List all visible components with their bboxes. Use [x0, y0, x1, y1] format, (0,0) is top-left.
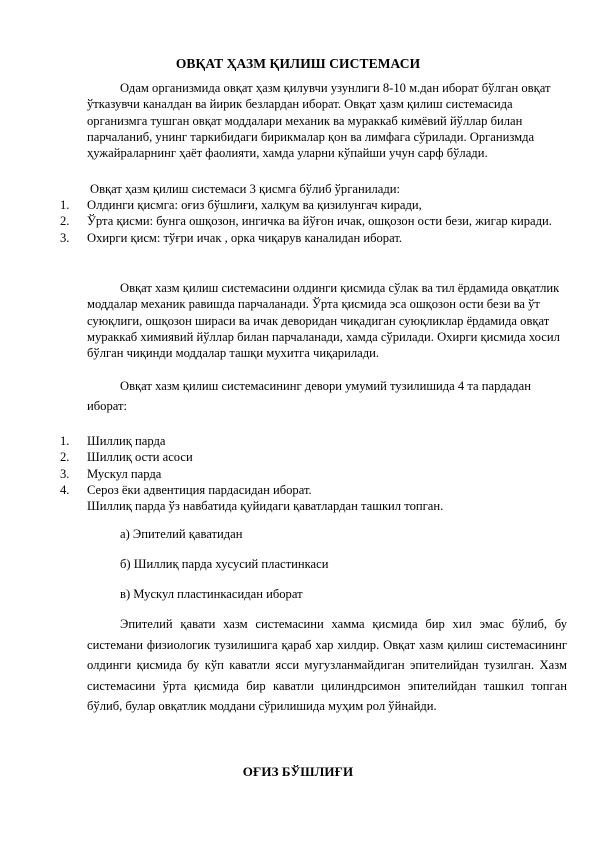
sections-intro: Овқат ҳазм қилиш системаси 3 қисмга бўлиб ўрганилади: [90, 182, 400, 196]
list-number: 2. [60, 214, 70, 229]
list-number: 3. [60, 230, 70, 245]
list-text: Охирги қисм: тўғри ичак , орка чиқарув каналидан иборат. [87, 230, 403, 245]
epithelium-paragraph: Эпителий қавати хазм системасини хамма қисмида бир хил эмас бўлиб, бу системани физиологик тузилишига қараб хар хилдир. Овқат хазм қилиш системасининг олдинги қисмида бу кўп каватли ясси мугузланмайдиган эпителийдан тузилган. Хазм системасини ўрта қисмида бир каватли цилиндрсимон эпителийдан ташкил топган бўлиб, булар овқатлик моддани сўрилишида муҳим рол ўйнайди. [87, 617, 567, 713]
wall-paragraph: Овқат хазм қилиш системасининг девори умумий тузилишида 4 та пардадан иборат: [87, 379, 531, 413]
list-text: Шиллиқ ости асоси [87, 450, 193, 465]
intro-paragraph: Одам организмида овқат ҳазм қилувчи узунлиги 8-10 м.дан иборат бўлган овқат ўтказувчи каналдан ва йирик безлардан иборат. Овқат ҳазм қилиш системасида организмга тушган овқат моддалари механик ва мураккаб кимёвий йўллар билан парчаланиб, унинг таркибидаги бирикмалар қон ва лимфага сўрилади. Организмда ҳужайраларнинг ҳаёт фаолияти, хамда уларни кўпайши учун сарф бўлади. [87, 81, 551, 161]
list-text: Олдинги қисмга: оғиз бўшлиғи, халқум ва қизилунгач киради, [87, 198, 422, 212]
mucosa-paragraph: Шиллиқ парда ўз навбатида қуйидаги қаватлардан ташкил топган. [87, 499, 444, 513]
list-item [0, 466, 560, 482]
list-item [0, 433, 560, 449]
section-heading: ОҒИЗ БЎШЛИҒИ [242, 764, 354, 779]
sublayer-c: в) Мускул пластинкасидан иборат [120, 587, 303, 601]
list-item [0, 213, 560, 229]
list-item [0, 230, 560, 246]
page-title: ОВҚАТ ҲАЗМ ҚИЛИШ СИСТЕМАСИ [175, 56, 421, 71]
list-item [0, 197, 560, 213]
list-number: 3. [60, 466, 70, 481]
list-item [0, 449, 560, 465]
list-text: Мускул парда [87, 466, 162, 481]
list-number: 4. [60, 482, 70, 497]
list-text: Ўрта қисми: бунга ошқозон, ингичка ва йўғон ичак, ошқозон ости бези, жигар киради. [87, 214, 552, 229]
list-number: 1. [60, 434, 70, 448]
list-number: 1. [60, 198, 70, 212]
list-text: Шиллиқ парда [87, 434, 166, 448]
list-text: Сероз ёки адвентиция пардасидан иборат. [87, 482, 312, 497]
layers-list [0, 433, 560, 498]
list-item [0, 482, 560, 498]
sublayer-b: б) Шиллиқ парда хусусий пластинкаси [120, 557, 329, 571]
sections-list [0, 197, 560, 246]
sublayer-a: а) Эпителий қаватидан [120, 527, 243, 541]
digestion-paragraph: Овқат хазм қилиш системасини олдинги қисмида сўлак ва тил ёрдамида овқатлик моддалар механик равишда парчаланади. Ўрта қисмида эса ошқозон ости бези ва ўт суюқлиги, ошқозон шираси ва ичак деворидан чиқадиган суюқликлар ёрдамида овқат мураккаб химиявий йўллар билан парчаланади, хамда сўрилади. Охирги қисмида хосил бўлган чиқинди моддалар ташқи мухитга чиқарилади. [87, 281, 560, 361]
list-number: 2. [60, 450, 70, 465]
